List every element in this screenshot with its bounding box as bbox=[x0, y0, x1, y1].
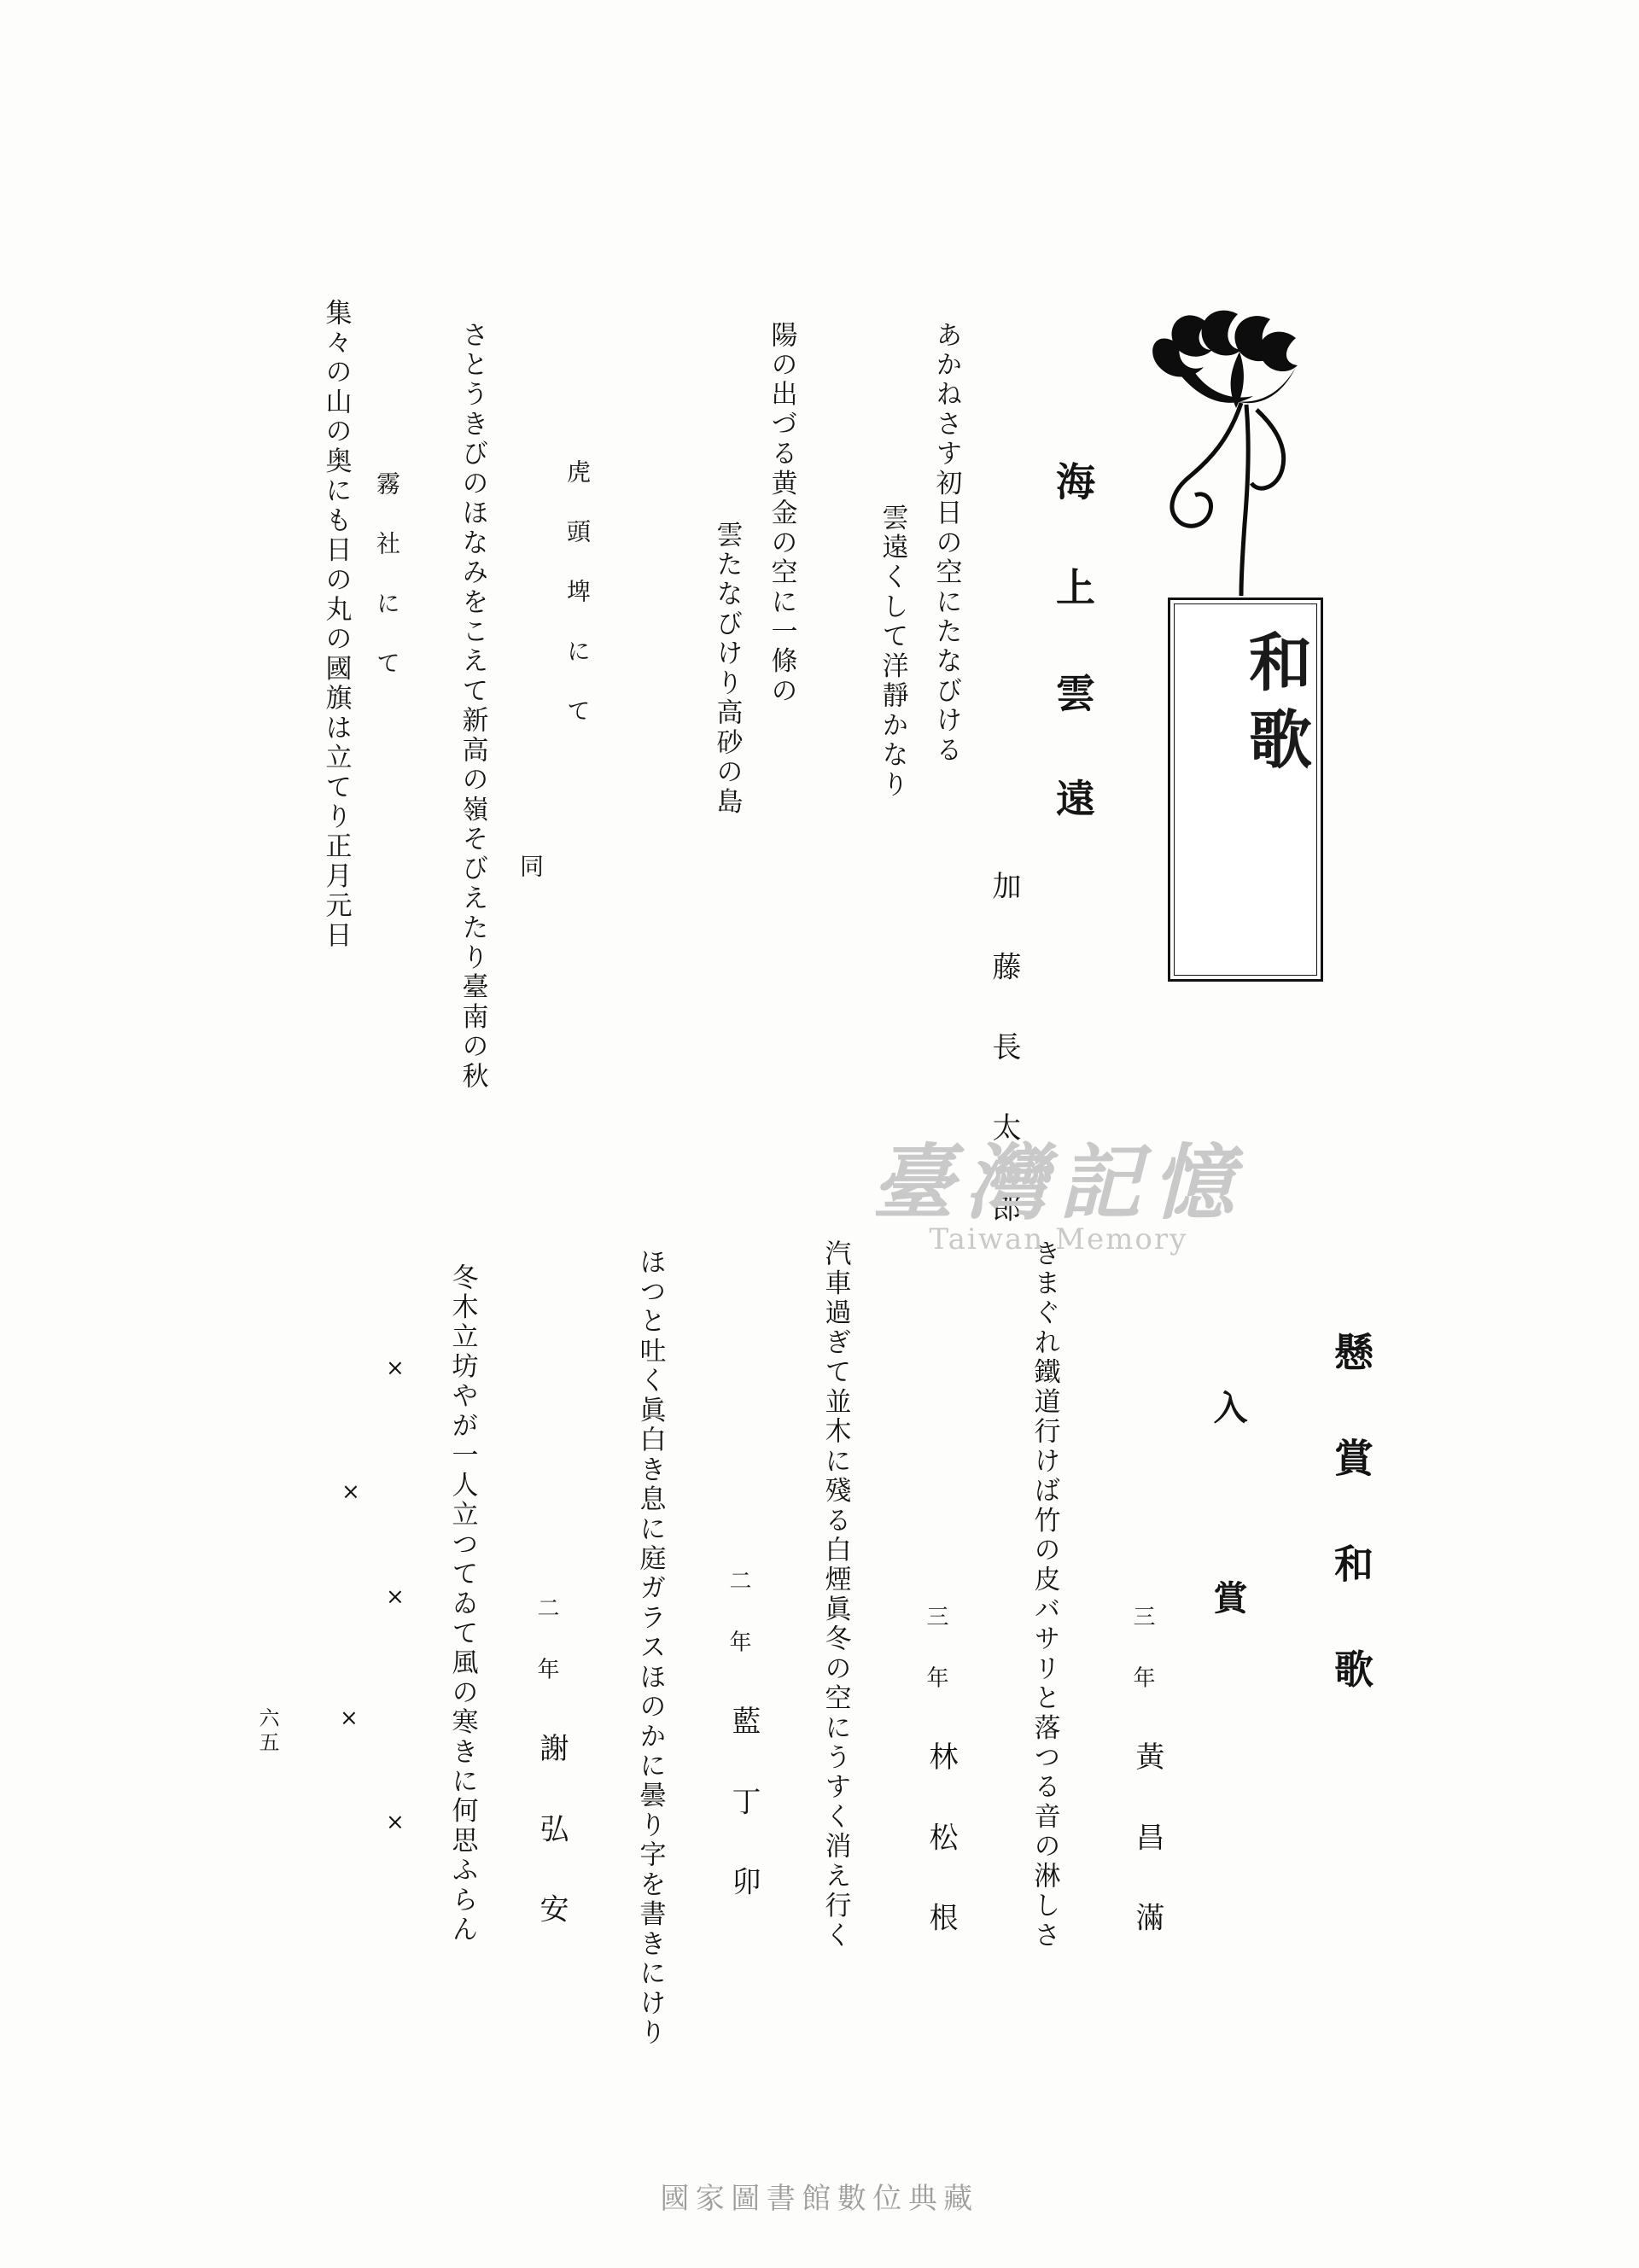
watermark-chinese-text: 臺灣記憶 bbox=[872, 1134, 1245, 1231]
watermark-english-text: Taiwan Memory bbox=[929, 1222, 1188, 1256]
title-cartouche bbox=[1168, 598, 1323, 982]
prize-entry-1-line: きまぐれ鐵道行けば竹の皮バサリと落つる音の淋しさ bbox=[1029, 1239, 1060, 1951]
waka-line-4: 雲たなびけり高砂の島 bbox=[711, 521, 743, 818]
waka-entry-1-place: 虎 頭 埤 に て bbox=[563, 459, 592, 726]
prize-entry-4-name: 謝 弘 安 bbox=[534, 1733, 569, 1932]
page-number: 六五 bbox=[255, 1707, 279, 1756]
page-title: 和歌 bbox=[1239, 629, 1312, 784]
prize-entry-3-grade: 二 年 bbox=[726, 1569, 751, 1659]
prize-entry-2-grade: 三 年 bbox=[923, 1605, 948, 1695]
waka-entry-2-place: 霧 社 に て bbox=[373, 471, 401, 679]
prize-entry-4-line: 冬木立坊やが一人立つてゐて風の寒きに何思ふらん bbox=[446, 1263, 478, 1945]
separator-mark-5: × bbox=[386, 1810, 405, 1835]
separator-mark-1: × bbox=[386, 1356, 405, 1381]
waka-entry-1-attribution: 同 bbox=[516, 854, 545, 882]
prize-entry-3-name: 藍 丁 卯 bbox=[726, 1705, 761, 1904]
flower-ornament bbox=[1129, 300, 1350, 608]
waka-entry-1-line: さとうきびのほなみをこえて新高の嶺そびえたり臺南の秋 bbox=[457, 321, 488, 1092]
prize-entry-2-line: 汽車過ぎて並木に殘る白煙眞冬の空にうすく消え行く bbox=[820, 1239, 851, 1951]
separator-mark-4: × bbox=[340, 1705, 359, 1731]
waka-author: 加 藤 長 太 郎 bbox=[987, 871, 1021, 1231]
prize-entry-1-grade: 三 年 bbox=[1129, 1605, 1155, 1695]
prize-entry-4-grade: 二 年 bbox=[534, 1596, 559, 1687]
library-archive-stamp: 國家圖書館數位典藏 bbox=[660, 2182, 979, 2216]
waka-line-3: 陽の出づる黄金の空に一條の bbox=[766, 321, 797, 707]
prize-entry-2-name: 林 松 根 bbox=[924, 1741, 958, 1940]
waka-line-2: 雲遠くして洋靜かなり bbox=[877, 504, 908, 801]
separator-mark-2: × bbox=[341, 1479, 360, 1505]
prize-entry-1-name: 黃 昌 滿 bbox=[1130, 1741, 1164, 1940]
waka-entry-2-line: 集々の山の奥にも日の丸の國旗は立てり正月元日 bbox=[320, 299, 352, 951]
waka-line-1: あかねさす初日の空にたなびける bbox=[930, 321, 962, 766]
separator-mark-3: × bbox=[386, 1584, 405, 1610]
prize-entry-3-line: ほつと吐く眞白き息に庭ガラスほのかに曇り字を書きにけり bbox=[634, 1248, 666, 2049]
prize-heading: 懸 賞 和 歌 bbox=[1328, 1332, 1374, 1699]
prize-subheading: 入 賞 bbox=[1208, 1390, 1248, 1623]
waka-poem-title: 海 上 雲 遠 bbox=[1050, 461, 1096, 828]
